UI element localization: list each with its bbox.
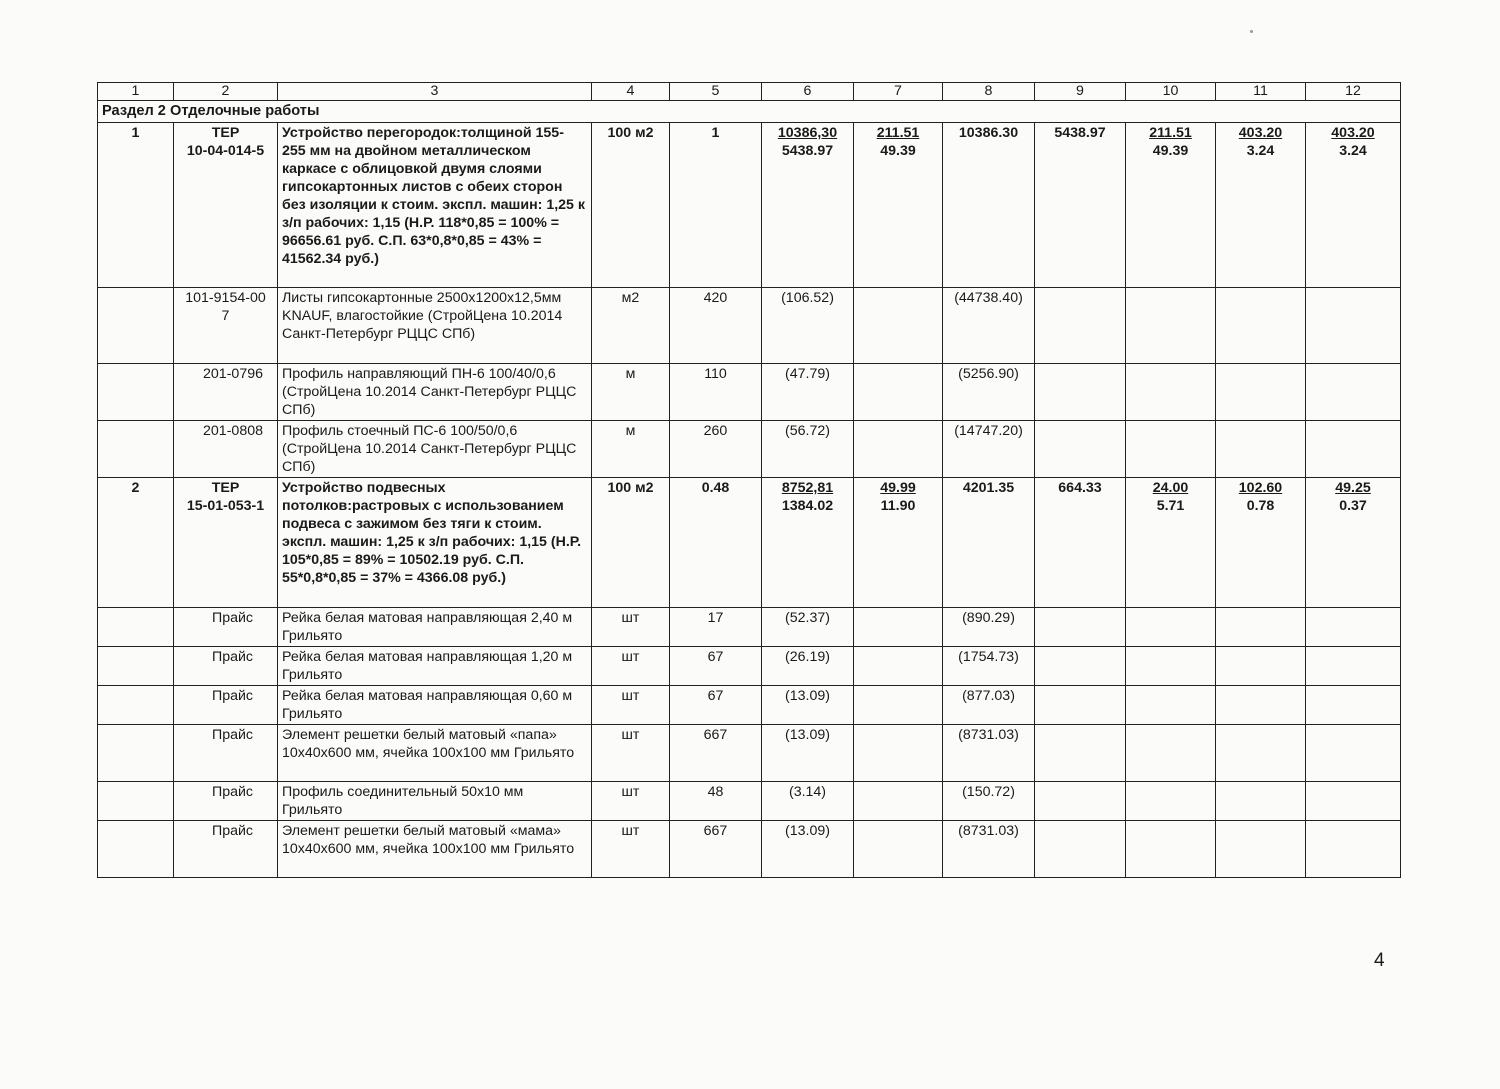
item-number: 1 [98,123,174,288]
total-cost: (8731.03) [943,821,1035,878]
labor-unit [1216,686,1306,725]
unit-machine-cost [854,686,943,725]
rate-code: ТЕР 15-01-053-1 [174,478,278,608]
unit: м [592,421,670,478]
labor-unit [1216,821,1306,878]
work-description: Профиль направляющий ПН-6 100/40/0,6 (СтройЦена 10.2014 Санкт-Петербург РЦЦС СПб) [278,364,592,421]
quantity: 420 [670,288,762,364]
unit-machine-cost [854,725,943,782]
unit: шт [592,686,670,725]
total-wages: 664.33 [1035,478,1126,608]
labor-total-bottom-value: 3.24 [1339,143,1367,159]
labor-total-bottom-value: 0.37 [1339,498,1367,514]
labor-unit [1216,421,1306,478]
total-wages [1035,686,1126,725]
total-cost: 10386.30 [943,123,1035,288]
col-header: 6 [762,83,854,101]
labor-total [1306,725,1401,782]
labor-total [1306,288,1401,364]
unit-cost [762,478,854,608]
total-wages [1035,421,1126,478]
quantity: 17 [670,608,762,647]
unit: шт [592,782,670,821]
unit-cost-bottom-value: 1384.02 [781,498,834,514]
unit-cost: (13.09) [762,686,854,725]
unit-machine-cost [854,421,943,478]
quantity: 67 [670,647,762,686]
labor-total [1306,608,1401,647]
total-machine-cost [1126,686,1216,725]
labor-total-top-value: 49.25 [1335,480,1371,496]
work-description: Устройство перегородок:толщиной 155-255 мм на двойном металлическом каркасе с облицовкой двумя слоями гипсокартонных листов с обеих сторон без изоляции к стоим. экспл. машин: 1,25 к з/п рабочих: 1,15 (Н.Р. 118*0,85 = 100% = 96656.61 руб. С.П. 63*0,8*0,85 = 43% = 41562.34 руб.) [278,123,592,288]
total-machine-cost-bottom-value: 49.39 [1152,143,1189,159]
item-number [98,725,174,782]
total-wages [1035,821,1126,878]
total-cost: (150.72) [943,782,1035,821]
work-description: Профиль стоечный ПС-6 100/50/0,6 (СтройЦена 10.2014 Санкт-Петербург РЦЦС СПб) [278,421,592,478]
unit: шт [592,608,670,647]
total-machine-cost-top-value: 211.51 [1149,125,1192,141]
unit: шт [592,647,670,686]
work-description: Устройство подвесных потолков:растровых с использованием подвеса с зажимом без тяги к стоим. экспл. машин: 1,25 к з/п рабочих: 1,15 (Н.Р. 105*0,85 = 89% = 10502.19 руб. С.П. 55*0,8*0,85 = 37% = 4366.08 руб.) [278,478,592,608]
rate-code: 101-9154-00 7 [174,288,278,364]
item-number: 2 [98,478,174,608]
total-machine-cost [1126,123,1216,288]
material-row [98,421,1401,478]
item-number [98,364,174,421]
labor-total [1306,821,1401,878]
quantity: 48 [670,782,762,821]
work-description: Элемент решетки белый матовый «папа» 10х40х600 мм, ячейка 100х100 мм Грильято [278,725,592,782]
unit-cost: (106.52) [762,288,854,364]
rate-code: Прайс [174,686,278,725]
item-number [98,288,174,364]
unit-machine-cost [854,288,943,364]
total-cost: (1754.73) [943,647,1035,686]
work-item-row [98,478,1401,608]
scan-speck [1250,30,1253,33]
rate-code: Прайс [174,821,278,878]
work-description: Элемент решетки белый матовый «мама» 10х40х600 мм, ячейка 100х100 мм Грильято [278,821,592,878]
col-header: 7 [854,83,943,101]
labor-unit [1216,478,1306,608]
work-item-row [98,123,1401,288]
col-header: 12 [1306,83,1401,101]
col-header: 3 [278,83,592,101]
unit: 100 м2 [592,123,670,288]
item-number [98,608,174,647]
unit-machine-cost [854,782,943,821]
unit-cost: (26.19) [762,647,854,686]
labor-unit-bottom-value: 3.24 [1246,143,1275,159]
column-number-row [98,83,1401,101]
unit: 100 м2 [592,478,670,608]
labor-unit [1216,288,1306,364]
labor-unit [1216,647,1306,686]
total-machine-cost [1126,288,1216,364]
total-cost: (877.03) [943,686,1035,725]
unit-cost-top-value: 10386,30 [777,125,838,141]
labor-unit-top-value: 403.20 [1238,125,1283,141]
labor-unit [1216,608,1306,647]
quantity: 67 [670,686,762,725]
unit: м [592,364,670,421]
quantity: 667 [670,725,762,782]
unit-machine-cost-top-value: 211.51 [876,125,920,141]
labor-unit-bottom-value: 0.78 [1246,498,1275,514]
unit: шт [592,821,670,878]
work-description: Рейка белая матовая направляющая 0,60 м Грильято [278,686,592,725]
unit-machine-cost [854,364,943,421]
total-cost: 4201.35 [943,478,1035,608]
col-header: 8 [943,83,1035,101]
unit-machine-cost [854,123,943,288]
total-machine-cost [1126,782,1216,821]
unit-cost: (56.72) [762,421,854,478]
total-wages [1035,288,1126,364]
total-machine-cost [1126,421,1216,478]
unit-machine-cost [854,647,943,686]
col-header: 10 [1126,83,1216,101]
total-machine-cost [1126,647,1216,686]
unit: шт [592,725,670,782]
total-cost: (890.29) [943,608,1035,647]
work-description: Листы гипсокартонные 2500х1200х12,5мм KNAUF, влагостойкие (СтройЦена 10.2014 Санкт-Петербург РЦЦС СПб) [278,288,592,364]
estimate-rows [98,123,1401,878]
rate-code: Прайс [174,647,278,686]
col-header: 11 [1216,83,1306,101]
rate-code: Прайс [174,608,278,647]
total-cost: (5256.90) [943,364,1035,421]
material-row [98,647,1401,686]
work-description: Рейка белая матовая направляющая 2,40 м Грильято [278,608,592,647]
item-number [98,686,174,725]
total-cost: (14747.20) [943,421,1035,478]
labor-total [1306,478,1401,608]
unit-machine-cost-top-value: 49.99 [880,480,916,496]
quantity: 110 [670,364,762,421]
labor-total [1306,364,1401,421]
quantity: 667 [670,821,762,878]
estimate-table [97,82,1401,878]
total-wages: 5438.97 [1035,123,1126,288]
unit-cost [762,123,854,288]
labor-total [1306,686,1401,725]
labor-total-top-value: 403.20 [1331,125,1375,141]
item-number [98,821,174,878]
total-machine-cost-bottom-value: 5.71 [1156,498,1185,514]
rate-code: Прайс [174,725,278,782]
rate-code: ТЕР 10-04-014-5 [174,123,278,288]
unit-machine-cost [854,478,943,608]
quantity: 1 [670,123,762,288]
total-wages [1035,608,1126,647]
total-machine-cost [1126,725,1216,782]
work-description: Рейка белая матовая направляющая 1,20 м Грильято [278,647,592,686]
unit-cost: (52.37) [762,608,854,647]
quantity: 0.48 [670,478,762,608]
total-cost: (8731.03) [943,725,1035,782]
total-cost: (44738.40) [943,288,1035,364]
item-number [98,421,174,478]
material-row [98,782,1401,821]
labor-total [1306,123,1401,288]
work-description: Профиль соединительный 50х10 мм Грильято [278,782,592,821]
unit-cost-bottom-value: 5438.97 [781,143,834,159]
total-wages [1035,647,1126,686]
labor-unit [1216,364,1306,421]
total-wages [1035,364,1126,421]
quantity: 260 [670,421,762,478]
section-row [98,101,1401,123]
rate-code: 201-0808 [174,421,278,478]
page-number: 4 [1374,950,1385,971]
section-title: Раздел 2 Отделочные работы [98,101,1401,123]
item-number [98,647,174,686]
unit-cost: (47.79) [762,364,854,421]
rate-code: Прайс [174,782,278,821]
labor-unit [1216,782,1306,821]
col-header: 2 [174,83,278,101]
material-row [98,288,1401,364]
unit-cost: (13.09) [762,725,854,782]
unit-machine-cost-bottom-value: 49.39 [880,143,916,159]
labor-total [1306,782,1401,821]
total-machine-cost-top-value: 24.00 [1152,480,1189,496]
unit-machine-cost [854,821,943,878]
col-header: 1 [98,83,174,101]
material-row [98,725,1401,782]
unit-machine-cost-bottom-value: 11.90 [880,498,916,514]
rate-code: 201-0796 [174,364,278,421]
total-machine-cost [1126,608,1216,647]
material-row [98,821,1401,878]
labor-unit-top-value: 102.60 [1238,480,1283,496]
labor-unit [1216,725,1306,782]
unit-cost: (3.14) [762,782,854,821]
labor-total [1306,647,1401,686]
labor-total [1306,421,1401,478]
total-machine-cost [1126,821,1216,878]
material-row [98,686,1401,725]
total-wages [1035,782,1126,821]
material-row [98,364,1401,421]
unit-cost: (13.09) [762,821,854,878]
total-machine-cost [1126,478,1216,608]
total-machine-cost [1126,364,1216,421]
total-wages [1035,725,1126,782]
labor-unit [1216,123,1306,288]
col-header: 4 [592,83,670,101]
unit-cost-top-value: 8752,81 [781,480,834,496]
item-number [98,782,174,821]
material-row [98,608,1401,647]
unit: м2 [592,288,670,364]
col-header: 9 [1035,83,1126,101]
col-header: 5 [670,83,762,101]
unit-machine-cost [854,608,943,647]
